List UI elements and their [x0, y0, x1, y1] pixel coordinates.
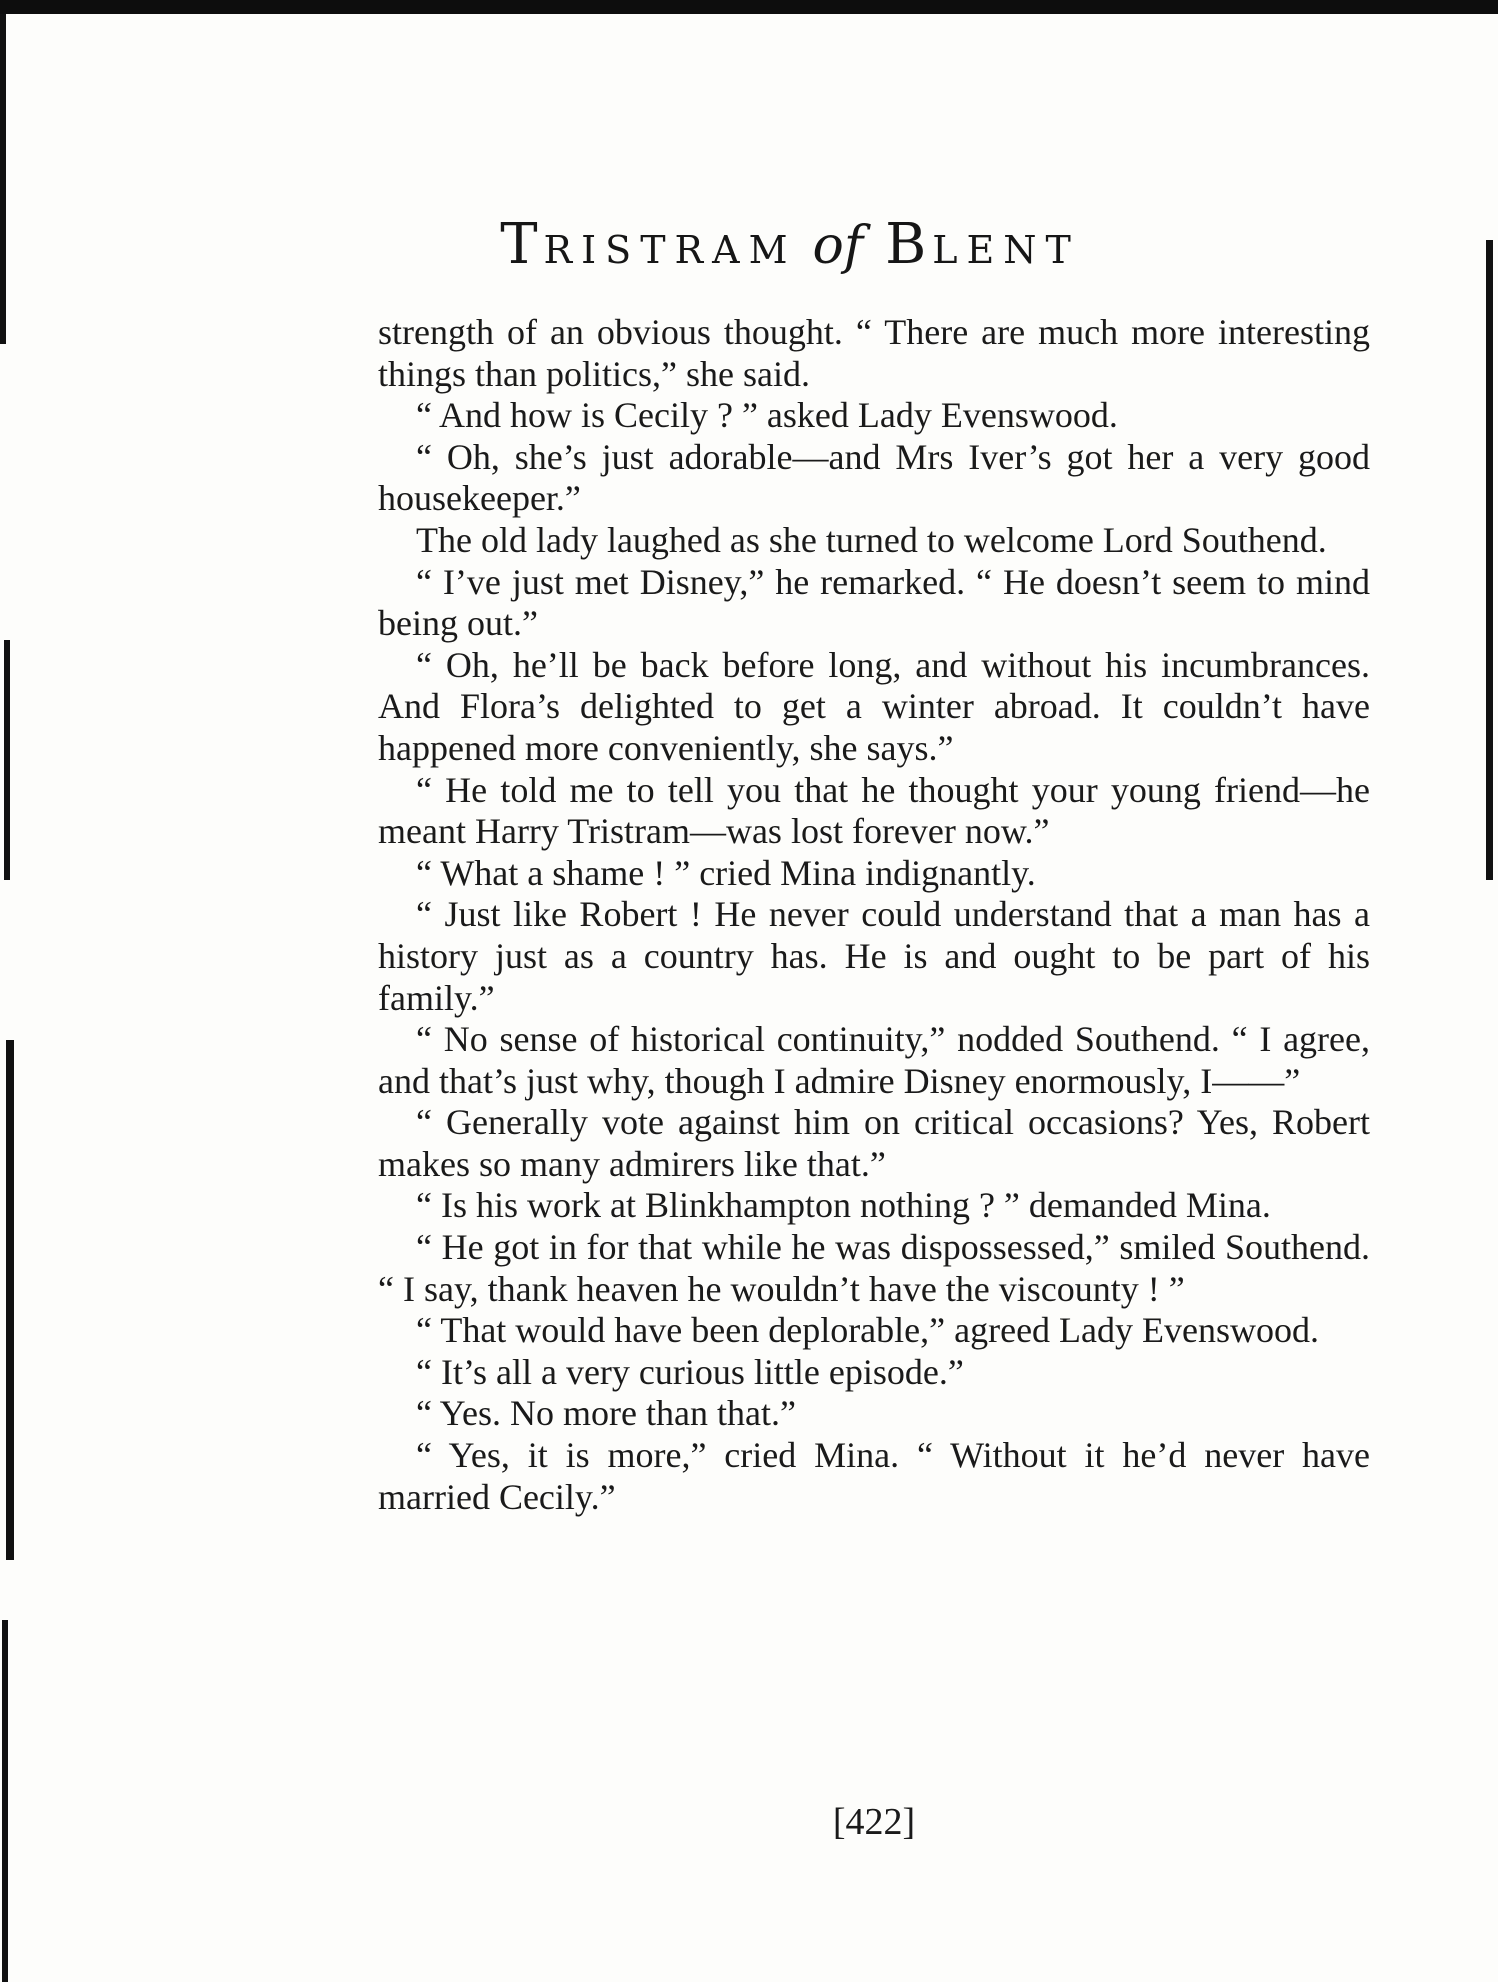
- running-head: [378, 212, 1202, 277]
- running-head-of: of: [812, 216, 864, 276]
- scan-left-edge-shadow: [0, 14, 6, 344]
- paragraph: “ No sense of historical continuity,” nodded Southend. “ I agree, and that’s just why, though I admire Disney enormously, I——”: [378, 1019, 1370, 1101]
- scan-left-edge-mark: [4, 640, 10, 880]
- page-number: [422]: [832, 1801, 916, 1843]
- paragraph: “ I’ve just met Disney,” he remarked. “ He doesn’t seem to mind being out.”: [378, 561, 1370, 644]
- paragraph: “ Just like Robert ! He never could understand that a man has a history just as a country has. He is and ought to be part of his family.”: [378, 894, 1370, 1018]
- paragraph: “ Oh, she’s just adorable—and Mrs Iver’s got her a very good housekeeper.”: [378, 436, 1370, 519]
- scan-left-edge-mark: [6, 1040, 14, 1560]
- scan-top-border: [0, 0, 1498, 14]
- running-head-word: RISTRAM: [543, 228, 797, 272]
- scan-right-edge-shadow: [1486, 240, 1493, 880]
- paragraph: “ What a shame ! ” cried Mina indignantly.: [416, 852, 1036, 893]
- scan-left-edge-mark: [2, 1620, 8, 1982]
- paragraph: “ Generally vote against him on critical occasions? Yes, Robert makes so many admirers like that.”: [378, 1102, 1370, 1184]
- paragraph: The old lady laughed as she turned to welcome Lord Southend.: [416, 519, 1327, 560]
- running-head-initial: T: [500, 212, 544, 277]
- paragraph: “ It’s all a very curious little episode.”: [416, 1351, 964, 1392]
- paragraph: “ Yes, it is more,” cried Mina. “ Without it he’d never have married Cecily.”: [378, 1435, 1370, 1517]
- paragraph: “ Is his work at Blinkhampton nothing ? ” demanded Mina.: [416, 1185, 1271, 1226]
- paragraph: “ And how is Cecily ? ” asked Lady Evenswood.: [416, 395, 1118, 436]
- paragraph: “ He got in for that while he was dispossessed,” smiled Southend. “ I say, thank heaven he wouldn’t have the viscounty ! ”: [378, 1227, 1370, 1309]
- paragraph: strength of an obvious thought. “ There are much more interesting things than politics,” she said.: [378, 312, 1370, 394]
- paragraph: “ That would have been deplorable,” agreed Lady Evenswood.: [416, 1310, 1319, 1351]
- paragraph: “ Oh, he’ll be back before long, and without his incumbrances. And Flora’s delighted to get a winter abroad. It couldn’t have happened more conveniently, she says.”: [378, 644, 1370, 768]
- paragraph: “ Yes. No more than that.”: [416, 1393, 796, 1434]
- body-text: [378, 312, 1370, 1518]
- running-head-initial: B: [885, 212, 933, 277]
- paragraph: “ He told me to tell you that he thought your young friend—he meant Harry Tristram—was lost forever now.”: [378, 769, 1370, 852]
- running-head-word: LENT: [932, 228, 1080, 272]
